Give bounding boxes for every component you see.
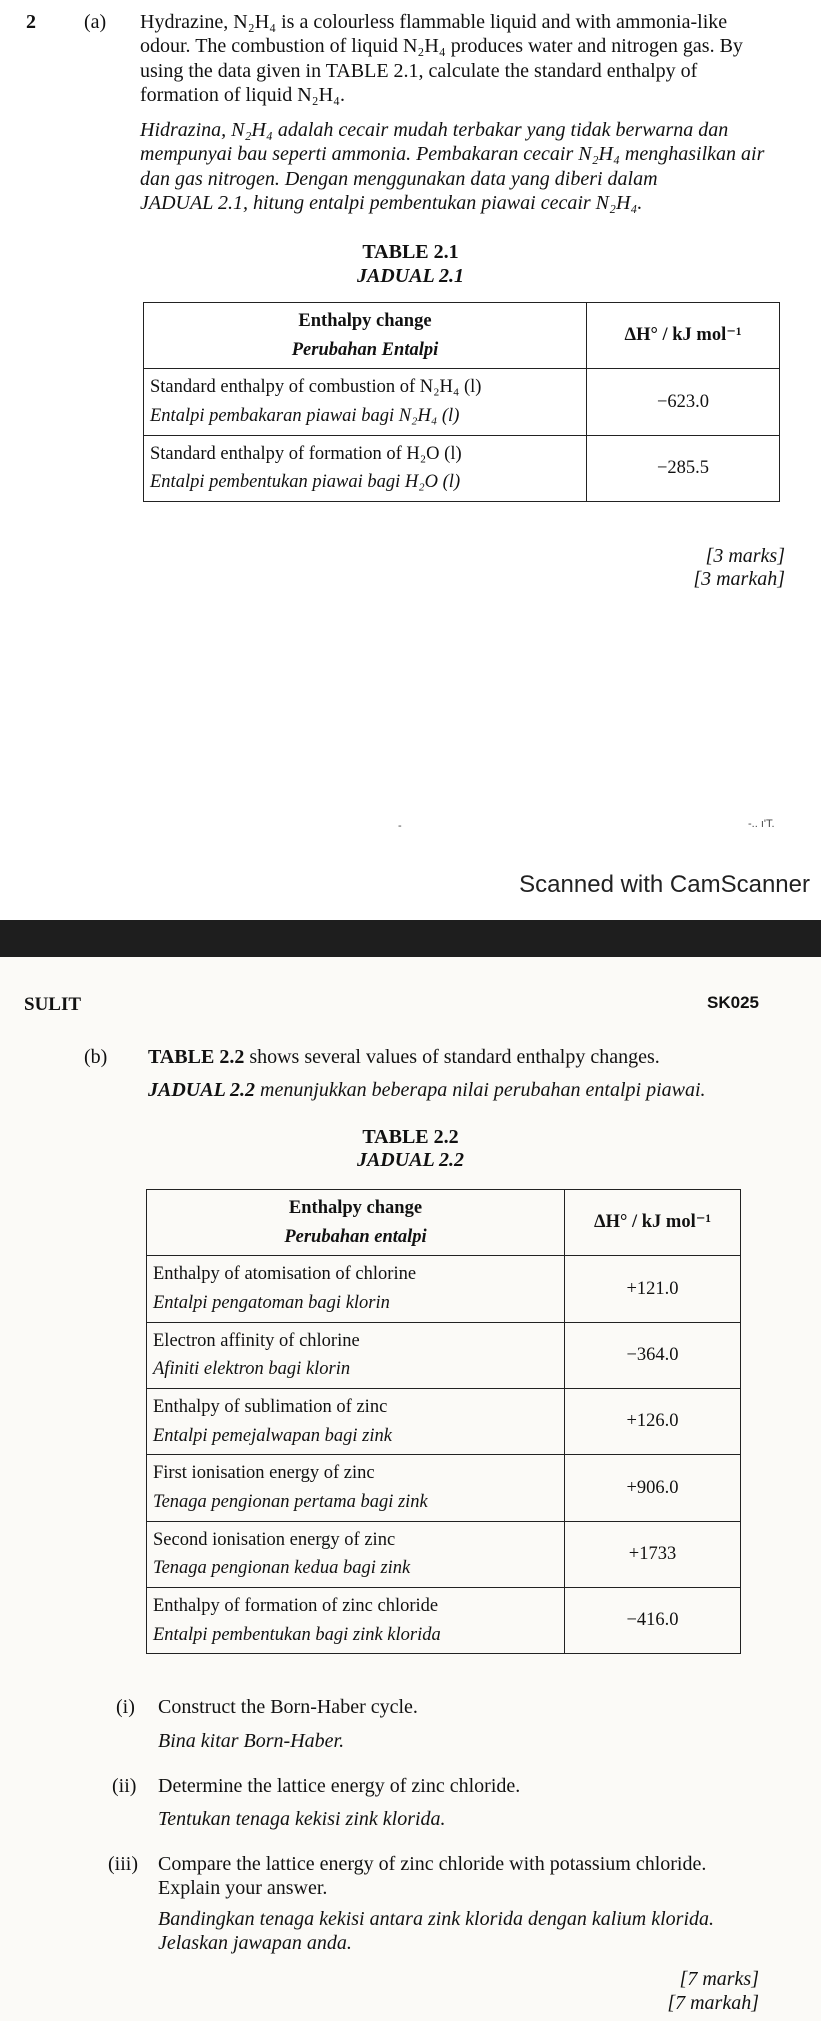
table-row xyxy=(147,1322,741,1388)
table-row xyxy=(144,369,780,435)
table-cell-value: −623.0 xyxy=(587,369,780,435)
part-b-intro: TABLE 2.2 shows several values of standard enthalpy changes. xyxy=(148,1046,660,1068)
table-cell-label: Electron affinity of chlorine Afiniti elektron bagi klorin xyxy=(147,1322,565,1388)
part-a-label: (a) xyxy=(84,11,107,33)
para-en-line: Hydrazine, N₂H₄ is a colourless flammable liquid and with ammonia-like xyxy=(140,11,728,33)
table-header-value: ΔH° / kJ mol⁻¹ xyxy=(587,303,780,369)
table-header-row xyxy=(144,303,780,369)
sub-i-english: Construct the Born-Haber cycle. xyxy=(158,1696,418,1718)
table-cell-label: Enthalpy of formation of zinc chloride Entalpi pembentukan bagi zink klorida xyxy=(147,1588,565,1654)
table-header-row xyxy=(147,1190,741,1256)
table-row xyxy=(147,1588,741,1654)
page-separator xyxy=(0,920,821,957)
table-cell-label: Enthalpy of atomisation of chlorine Entalpi pengatoman bagi klorin xyxy=(147,1256,565,1322)
para-en-line: using the data given in TABLE 2.1, calculate the standard enthalpy of xyxy=(140,59,698,82)
sub-ii-english: Determine the lattice energy of zinc chloride. xyxy=(158,1775,521,1797)
header-sulit: SULIT xyxy=(24,994,82,1015)
table-row xyxy=(147,1256,741,1322)
para-en-line: formation of liquid N₂H₄. xyxy=(140,84,346,107)
header-course-code: SK025 xyxy=(707,993,759,1012)
part-b-intro-malay: JADUAL 2.2 menunjukkan beberapa nilai perubahan entalpi piawai. xyxy=(148,1079,706,1101)
para-my-line: JADUAL 2.1, hitung entalpi pembentukan piawai cecair N₂H₄. xyxy=(140,192,643,215)
table-cell-value: −416.0 xyxy=(565,1588,741,1654)
para-en-line: odour. The combustion of liquid N₂H₄ produces water and nitrogen gas. By xyxy=(140,35,743,58)
table-row xyxy=(147,1389,741,1455)
table-cell-label: Standard enthalpy of combustion of N₂H₄ (l) Entalpi pembakaran piawai bagi N₂H₄ (l) xyxy=(144,369,587,435)
table-cell-value: +1733 xyxy=(565,1521,741,1587)
table-cell-label: Second ionisation energy of zinc Tenaga pengionan kedua bagi zink xyxy=(147,1521,565,1587)
sub-iii-label: (iii) xyxy=(108,1853,138,1875)
question-2a-english xyxy=(140,10,780,108)
sub-iii-malay: Bandingkan tenaga kekisi antara zink klorida dengan kalium klorida. Jelaskan jawapan anda. xyxy=(158,1908,715,1955)
table-2-2 xyxy=(146,1189,741,1654)
sub-ii-label: (ii) xyxy=(112,1775,137,1797)
para-my-line: dan gas nitrogen. Dengan menggunakan data yang diberi dalam xyxy=(140,167,658,190)
marks-2b: [7 marks] xyxy=(679,1968,759,1990)
sub-i-label: (i) xyxy=(116,1696,135,1718)
table-cell-value: −364.0 xyxy=(565,1322,741,1388)
sub-iii-english: Compare the lattice energy of zinc chloride with potassium chloride. Explain your answer. xyxy=(158,1853,707,1900)
table-cell-value: +126.0 xyxy=(565,1389,741,1455)
page-mark-left: - xyxy=(398,820,402,832)
table-row xyxy=(147,1455,741,1521)
sub-ii-malay: Tentukan tenaga kekisi zink klorida. xyxy=(158,1808,446,1830)
table-cell-label: Standard enthalpy of formation of H₂O (l) Entalpi pembentukan piawai bagi H₂O (l) xyxy=(144,435,587,501)
table-row xyxy=(147,1521,741,1587)
table-cell-value: +906.0 xyxy=(565,1455,741,1521)
table-2-2-title-malay: JADUAL 2.2 xyxy=(356,1149,465,1171)
para-my-line: mempunyai bau seperti ammonia. Pembakaran cecair N₂H₄ menghasilkan air xyxy=(140,143,765,166)
table-2-1-title-malay: JADUAL 2.1 xyxy=(356,265,465,287)
sub-i-malay: Bina kitar Born-Haber. xyxy=(158,1730,345,1752)
table-header-enthalpy: Enthalpy change Perubahan Entalpi xyxy=(144,303,587,369)
marks-2a: [3 marks] xyxy=(705,545,785,567)
table-cell-value: −285.5 xyxy=(587,435,780,501)
table-2-2-title: TABLE 2.2 xyxy=(362,1126,459,1148)
marks-2b-malay: [7 markah] xyxy=(667,1992,759,2014)
marks-2a-malay: [3 markah] xyxy=(693,568,785,590)
part-b-label: (b) xyxy=(84,1046,108,1068)
page-2 xyxy=(0,957,821,2021)
page-1 xyxy=(0,0,821,920)
table-2-1 xyxy=(143,302,780,502)
table-row xyxy=(144,435,780,501)
table-cell-label: First ionisation energy of zinc Tenaga pengionan pertama bagi zink xyxy=(147,1455,565,1521)
table-cell-value: +121.0 xyxy=(565,1256,741,1322)
scanner-watermark: Scanned with CamScanner xyxy=(519,871,810,898)
page-mark-right: -.. ı'T. xyxy=(748,818,775,830)
question-2a-malay xyxy=(140,118,780,216)
table-2-1-title: TABLE 2.1 xyxy=(362,241,459,263)
table-header-enthalpy: Enthalpy change Perubahan entalpi xyxy=(147,1190,565,1256)
table-cell-label: Enthalpy of sublimation of zinc Entalpi pemejalwapan bagi zink xyxy=(147,1389,565,1455)
question-number: 2 xyxy=(26,11,36,33)
para-my-line: Hidrazina, N₂H₄ adalah cecair mudah terbakar yang tidak berwarna dan xyxy=(140,119,729,141)
table-header-value: ΔH° / kJ mol⁻¹ xyxy=(565,1190,741,1256)
